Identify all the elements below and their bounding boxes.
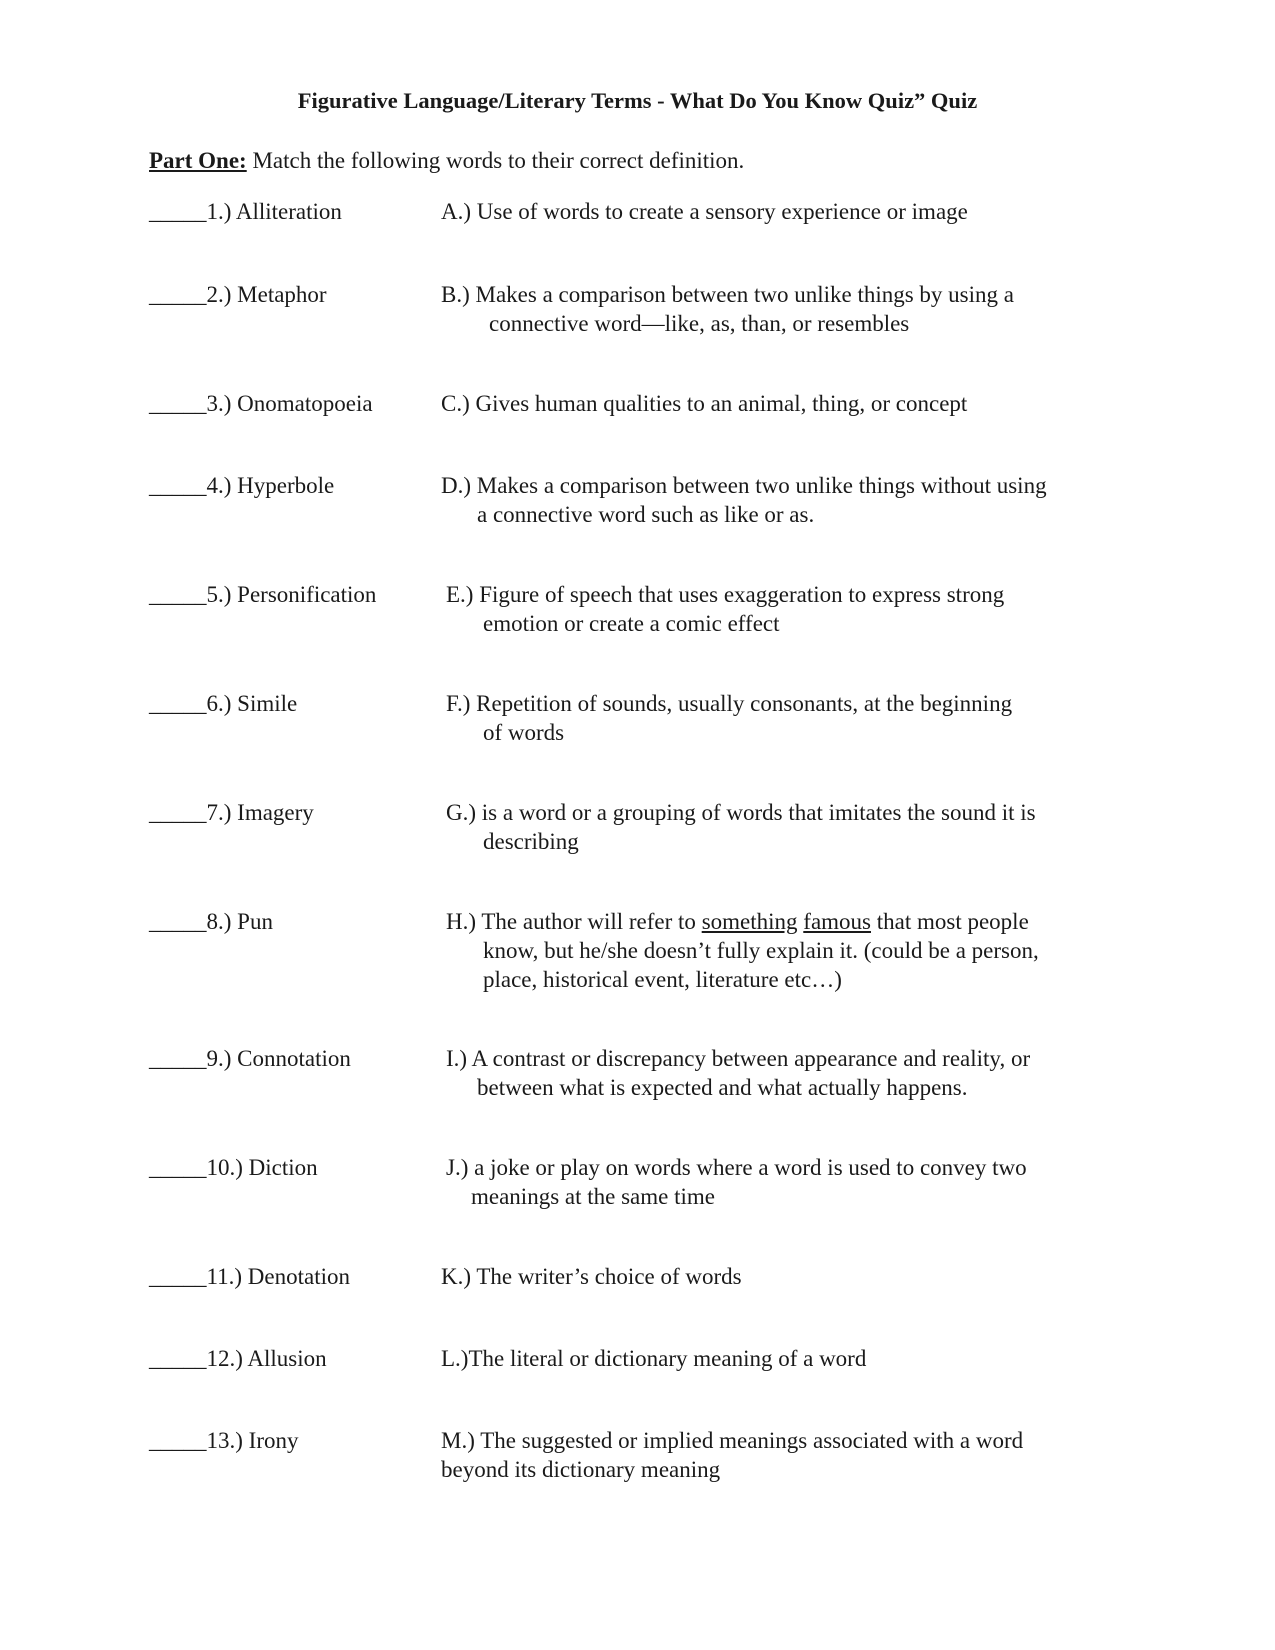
definition-k-line: K.) The writer’s choice of words [441, 1264, 742, 1289]
term-9: _____9.) Connotation [149, 1046, 351, 1071]
definition-j-line: meanings at the same time [471, 1184, 715, 1209]
definition-d [441, 471, 1047, 529]
definition-e [446, 580, 1004, 638]
definition-m [441, 1426, 1023, 1484]
definition-b-line: B.) Makes a comparison between two unlike things by using a [441, 282, 1014, 307]
definition-c [441, 389, 967, 418]
term-11: _____11.) Denotation [149, 1264, 351, 1289]
term-1: _____1.) Alliteration [149, 199, 342, 224]
definition-e-line: E.) Figure of speech that uses exaggeration to express strong [446, 582, 1005, 607]
part-one-instruction [149, 148, 744, 174]
instruction-text: Match the following words to their correct definition. [246, 148, 745, 173]
definition-b-line: connective word—like, as, than, or resembles [489, 311, 910, 336]
definition-f [446, 689, 1012, 747]
definition-m-line: beyond its dictionary meaning [441, 1457, 721, 1482]
term-7: _____7.) Imagery [149, 800, 314, 825]
definition-j-line: J.) a joke or play on words where a word is used to convey two [446, 1155, 1027, 1180]
definition-e-line: emotion or create a comic effect [483, 611, 780, 636]
definition-j [446, 1153, 1027, 1211]
definition-i-line: I.) A contrast or discrepancy between appearance and reality, or [446, 1046, 1031, 1071]
definition-h-line: place, historical event, literature etc…) [483, 967, 842, 992]
definition-h [446, 907, 1039, 994]
definition-i [446, 1044, 1030, 1102]
definition-h-line: know, but he/she doesn’t fully explain it. (could be a person, [483, 938, 1039, 963]
underlined-word: famous [803, 909, 871, 934]
term-2: _____2.) Metaphor [149, 282, 327, 307]
term-5: _____5.) Personification [149, 582, 377, 607]
definition-h-text: H.) The author will refer to [446, 909, 702, 934]
term-10: _____10.) Diction [149, 1155, 318, 1180]
definition-f-line: of words [483, 720, 565, 745]
term-13: _____13.) Irony [149, 1428, 299, 1453]
definition-g-line: G.) is a word or a grouping of words that imitates the sound it is [446, 800, 1036, 825]
term-3: _____3.) Onomatopoeia [149, 391, 373, 416]
term-6: _____6.) Simile [149, 691, 298, 716]
definition-a-line: A.) Use of words to create a sensory experience or image [441, 199, 968, 224]
definition-l [441, 1344, 866, 1373]
term-4: _____4.) Hyperbole [149, 473, 335, 498]
definition-g-line: describing [483, 829, 579, 854]
definition-a [441, 197, 968, 226]
part-one-label: Part One: [149, 148, 247, 173]
definition-l-line: L.)The literal or dictionary meaning of a word [441, 1346, 867, 1371]
definition-f-line: F.) Repetition of sounds, usually consonants, at the beginning [446, 691, 1013, 716]
definition-i-line: between what is expected and what actually happens. [477, 1075, 968, 1100]
definition-c-line: C.) Gives human qualities to an animal, thing, or concept [441, 391, 968, 416]
term-12: _____12.) Allusion [149, 1346, 327, 1371]
definition-h-text: that most people [871, 909, 1029, 934]
definition-k [441, 1262, 742, 1291]
definition-b [441, 280, 1014, 338]
definition-d-line: a connective word such as like or as. [477, 502, 815, 527]
definition-d-line: D.) Makes a comparison between two unlike things without using [441, 473, 1047, 498]
definition-h-line [446, 907, 1039, 936]
definition-g [446, 798, 1036, 856]
definition-m-line: M.) The suggested or implied meanings associated with a word [441, 1428, 1024, 1453]
term-8: _____8.) Pun [149, 909, 273, 934]
page-title: Figurative Language/Literary Terms - What Do You Know Quiz” Quiz [297, 88, 978, 113]
underlined-word: something [701, 909, 798, 934]
